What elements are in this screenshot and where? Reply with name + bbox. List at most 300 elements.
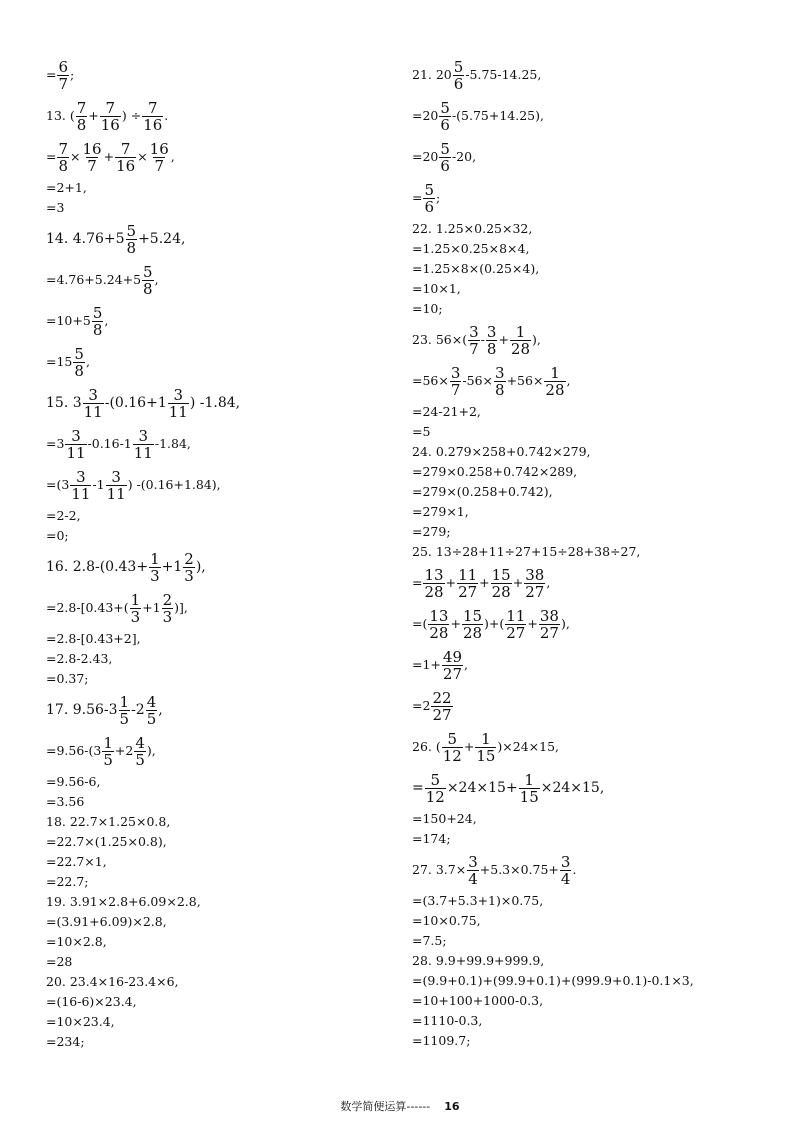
fraction-numerator: 1 bbox=[515, 322, 526, 341]
fraction bbox=[142, 100, 163, 133]
fraction-denominator: 7 bbox=[154, 156, 164, 175]
expression-text: . bbox=[572, 862, 577, 877]
fraction-denominator: 16 bbox=[116, 156, 136, 175]
fraction bbox=[462, 608, 483, 641]
expression-text: =3 bbox=[46, 200, 65, 215]
expression-text: =5 bbox=[412, 424, 431, 439]
math-line bbox=[412, 522, 787, 542]
expression-text: =2.8-[0.43+( bbox=[46, 600, 129, 615]
expression-text: =20 bbox=[412, 108, 439, 123]
math-line bbox=[412, 422, 787, 442]
expression-text: -1 bbox=[92, 477, 105, 492]
fraction-numerator: 11 bbox=[506, 606, 526, 625]
fraction-numerator: 1 bbox=[130, 590, 141, 609]
fraction bbox=[439, 141, 451, 174]
fraction-numerator: 7 bbox=[120, 139, 131, 158]
math-line bbox=[46, 424, 386, 464]
fraction bbox=[73, 346, 85, 379]
expression-text: +2 bbox=[114, 743, 134, 758]
expression-text: =279×(0.258+0.742), bbox=[412, 484, 553, 499]
fraction bbox=[146, 694, 158, 727]
fraction-denominator: 27 bbox=[458, 582, 478, 601]
math-line bbox=[46, 872, 386, 892]
math-line bbox=[46, 649, 386, 669]
fraction-numerator: 5 bbox=[440, 139, 450, 158]
expression-text: + bbox=[479, 575, 490, 590]
expression-text: =1109.7; bbox=[412, 1033, 471, 1048]
page-footer bbox=[0, 1098, 800, 1114]
fraction-numerator: 5 bbox=[453, 57, 464, 76]
fraction-numerator: 7 bbox=[105, 98, 116, 117]
expression-text: 23. 56×( bbox=[412, 332, 468, 347]
fraction-numerator: 3 bbox=[486, 322, 497, 341]
fraction-denominator: 27 bbox=[442, 664, 462, 683]
fraction bbox=[92, 305, 104, 338]
fraction-numerator: 5 bbox=[74, 344, 84, 363]
fraction-numerator: 4 bbox=[146, 692, 157, 711]
fraction-denominator: 8 bbox=[486, 339, 497, 358]
math-line bbox=[46, 952, 386, 972]
fraction-numerator: 3 bbox=[111, 467, 121, 486]
fraction bbox=[442, 731, 463, 764]
expression-text: 24. 0.279×258+0.742×279, bbox=[412, 444, 591, 459]
math-line bbox=[46, 972, 386, 992]
math-line bbox=[46, 912, 386, 932]
math-line bbox=[46, 219, 386, 259]
math-line bbox=[46, 55, 386, 95]
math-line bbox=[46, 260, 386, 300]
math-line bbox=[412, 482, 787, 502]
expression-text: -(5.75+14.25), bbox=[451, 108, 544, 123]
math-line bbox=[46, 137, 386, 177]
expression-text: 25. 13÷28+11÷27+15÷28+38÷27, bbox=[412, 544, 641, 559]
math-line bbox=[46, 852, 386, 872]
expression-text: =10; bbox=[412, 301, 443, 316]
math-line bbox=[412, 1011, 787, 1031]
fraction bbox=[423, 567, 444, 600]
fraction-denominator: 8 bbox=[76, 115, 87, 134]
fraction-numerator: 1 bbox=[481, 729, 491, 748]
expression-text: 18. 22.7×1.25×0.8, bbox=[46, 814, 171, 829]
expression-text: =150+24, bbox=[412, 811, 477, 826]
fraction-denominator: 12 bbox=[425, 787, 445, 806]
fraction bbox=[82, 141, 103, 174]
fraction bbox=[539, 608, 560, 641]
fraction bbox=[70, 469, 91, 502]
math-line bbox=[46, 992, 386, 1012]
math-line bbox=[46, 731, 386, 771]
fraction-denominator: 8 bbox=[92, 320, 103, 339]
expression-text: =28 bbox=[46, 954, 73, 969]
expression-text: =2.8-2.43, bbox=[46, 651, 113, 666]
expression-text: ), bbox=[560, 616, 570, 631]
expression-text: + bbox=[512, 575, 524, 590]
fraction bbox=[475, 731, 496, 764]
expression-text: =10+100+1000-0.3, bbox=[412, 993, 544, 1008]
fraction bbox=[519, 772, 540, 805]
expression-text: ) -1.84, bbox=[189, 395, 241, 411]
fraction bbox=[102, 735, 114, 768]
fraction-numerator: 3 bbox=[71, 426, 81, 445]
expression-text: + bbox=[103, 149, 115, 164]
math-line bbox=[412, 320, 787, 360]
math-line bbox=[412, 604, 787, 644]
expression-text: =9.56-(3 bbox=[46, 743, 102, 758]
expression-text: =2.8-[0.43+2], bbox=[46, 631, 141, 646]
fraction bbox=[162, 592, 174, 625]
expression-text: = bbox=[412, 780, 424, 796]
math-line bbox=[46, 465, 386, 505]
fraction-numerator: 15 bbox=[462, 606, 483, 625]
expression-text: =2+1, bbox=[46, 180, 87, 195]
expression-text: 21. 20 bbox=[412, 67, 452, 82]
fraction-numerator: 22 bbox=[432, 688, 452, 707]
expression-text: ) ÷ bbox=[121, 108, 142, 123]
expression-text: × bbox=[137, 149, 148, 164]
footer-title: 数学简便运算------ bbox=[340, 1100, 431, 1113]
fraction-numerator: 13 bbox=[429, 606, 449, 625]
fraction bbox=[126, 223, 138, 256]
fraction bbox=[510, 324, 531, 357]
fraction bbox=[494, 365, 506, 398]
expression-text: + bbox=[527, 616, 538, 631]
fraction-denominator: 27 bbox=[539, 623, 559, 642]
expression-text: =20 bbox=[412, 149, 439, 164]
fraction-numerator: 3 bbox=[469, 322, 479, 341]
fraction-denominator: 28 bbox=[491, 582, 511, 601]
math-line bbox=[46, 812, 386, 832]
fraction-denominator: 3 bbox=[184, 566, 194, 585]
math-line bbox=[46, 301, 386, 341]
expression-text: =10×23.4, bbox=[46, 1014, 115, 1029]
fraction-numerator: 1 bbox=[119, 692, 130, 711]
fraction bbox=[428, 608, 449, 641]
expression-text: )], bbox=[174, 600, 188, 615]
expression-text: 13. ( bbox=[46, 108, 75, 123]
fraction-denominator: 7 bbox=[87, 156, 97, 175]
fraction bbox=[457, 567, 478, 600]
fraction bbox=[544, 365, 565, 398]
expression-text: , bbox=[85, 354, 90, 369]
expression-text: =(3.7+5.3+1)×0.75, bbox=[412, 893, 544, 908]
fraction bbox=[106, 469, 127, 502]
math-line bbox=[46, 792, 386, 812]
expression-text: + bbox=[88, 108, 99, 123]
expression-text: =279; bbox=[412, 524, 451, 539]
expression-text: , bbox=[104, 313, 109, 328]
fraction bbox=[168, 387, 189, 420]
fraction bbox=[505, 608, 526, 641]
fraction-numerator: 1 bbox=[550, 363, 560, 382]
math-line bbox=[412, 219, 787, 239]
expression-text: +1 bbox=[161, 559, 183, 575]
fraction-numerator: 49 bbox=[442, 647, 462, 666]
fraction-denominator: 7 bbox=[450, 380, 461, 399]
fraction-denominator: 28 bbox=[462, 623, 483, 642]
fraction-denominator: 5 bbox=[119, 709, 130, 728]
math-line bbox=[412, 829, 787, 849]
expression-text: + bbox=[445, 575, 457, 590]
fraction-denominator: 11 bbox=[71, 484, 91, 503]
math-line bbox=[412, 361, 787, 401]
fraction-denominator: 28 bbox=[429, 623, 449, 642]
fraction-denominator: 8 bbox=[143, 279, 153, 298]
fraction-numerator: 5 bbox=[126, 221, 137, 240]
fraction bbox=[149, 141, 170, 174]
expression-text: 19. 3.91×2.8+6.09×2.8, bbox=[46, 894, 201, 909]
expression-text: = bbox=[412, 190, 423, 205]
math-line bbox=[412, 645, 787, 685]
right-column bbox=[412, 54, 787, 1051]
expression-text: + bbox=[498, 332, 509, 347]
fraction-numerator: 3 bbox=[560, 852, 571, 871]
expression-text: , bbox=[546, 575, 551, 590]
expression-text: ), bbox=[532, 332, 541, 347]
expression-text: =(3 bbox=[46, 477, 70, 492]
fraction-denominator: 11 bbox=[168, 402, 188, 421]
fraction-denominator: 8 bbox=[74, 361, 84, 380]
expression-text: , bbox=[464, 657, 468, 672]
expression-text: =(3.91+6.09)×2.8, bbox=[46, 914, 167, 929]
expression-text: . bbox=[164, 108, 169, 123]
expression-text: -5.75-14.25, bbox=[465, 67, 542, 82]
math-line bbox=[412, 891, 787, 911]
fraction bbox=[76, 100, 88, 133]
expression-text: ; bbox=[70, 67, 75, 82]
expression-text: =22.7; bbox=[46, 874, 89, 889]
math-line bbox=[412, 542, 787, 562]
fraction bbox=[134, 735, 146, 768]
fraction bbox=[442, 649, 463, 682]
expression-text: )×24×15, bbox=[497, 739, 560, 754]
fraction bbox=[57, 59, 69, 92]
expression-text: =174; bbox=[412, 831, 451, 846]
fraction-denominator: 6 bbox=[440, 115, 450, 134]
math-line bbox=[46, 342, 386, 382]
expression-text: 15. 3 bbox=[46, 395, 82, 411]
fraction bbox=[486, 324, 498, 357]
expression-text: =1+ bbox=[412, 657, 441, 672]
expression-text: ×24×15+ bbox=[446, 780, 518, 796]
expression-text: -1.84, bbox=[154, 436, 191, 451]
fraction bbox=[57, 141, 69, 174]
expression-text: + bbox=[450, 616, 461, 631]
expression-text: , bbox=[154, 272, 159, 287]
fraction bbox=[83, 387, 104, 420]
math-line bbox=[412, 1031, 787, 1051]
expression-text: ) -(0.16+1.84), bbox=[127, 477, 221, 492]
fraction-denominator: 11 bbox=[133, 443, 153, 462]
expression-text: =4.76+5.24+5 bbox=[46, 272, 142, 287]
expression-text: =0.37; bbox=[46, 671, 89, 686]
expression-text: =1.25×8×(0.25×4), bbox=[412, 261, 540, 276]
fraction-denominator: 11 bbox=[66, 443, 86, 462]
expression-text: +5.24, bbox=[138, 231, 186, 247]
expression-text: =9.56-6, bbox=[46, 774, 101, 789]
expression-text: =10×0.75, bbox=[412, 913, 481, 928]
math-line bbox=[412, 299, 787, 319]
fraction bbox=[130, 592, 142, 625]
fraction bbox=[149, 551, 161, 584]
fraction bbox=[431, 690, 452, 723]
fraction-numerator: 3 bbox=[76, 467, 86, 486]
fraction-numerator: 2 bbox=[184, 549, 194, 568]
fraction-numerator: 1 bbox=[103, 733, 113, 752]
fraction bbox=[468, 324, 480, 357]
fraction-denominator: 6 bbox=[453, 74, 464, 93]
expression-text: =10×1, bbox=[412, 281, 461, 296]
fraction-numerator: 1 bbox=[150, 549, 160, 568]
math-line bbox=[412, 55, 787, 95]
math-line bbox=[46, 772, 386, 792]
math-line bbox=[412, 991, 787, 1011]
math-line bbox=[46, 932, 386, 952]
expression-text: +56× bbox=[506, 373, 544, 388]
fraction-numerator: 16 bbox=[82, 139, 102, 158]
expression-text: =0; bbox=[46, 528, 69, 543]
expression-text: , bbox=[566, 373, 571, 388]
math-line bbox=[412, 279, 787, 299]
expression-text: - bbox=[480, 332, 485, 347]
math-line bbox=[412, 402, 787, 422]
page-number: 16 bbox=[444, 1100, 460, 1113]
expression-text: =56× bbox=[412, 373, 449, 388]
fraction bbox=[100, 100, 121, 133]
fraction-numerator: 3 bbox=[495, 363, 505, 382]
expression-text: = bbox=[46, 149, 57, 164]
math-line bbox=[46, 1012, 386, 1032]
fraction bbox=[453, 59, 465, 92]
fraction-denominator: 3 bbox=[150, 566, 160, 585]
expression-text: -0.16-1 bbox=[87, 436, 132, 451]
fraction-denominator: 11 bbox=[106, 484, 126, 503]
math-line bbox=[46, 892, 386, 912]
math-line bbox=[412, 137, 787, 177]
fraction-numerator: 7 bbox=[147, 98, 158, 117]
math-line bbox=[412, 178, 787, 218]
expression-text: 16. 2.8-(0.43+ bbox=[46, 559, 149, 575]
math-line bbox=[46, 96, 386, 136]
fraction-numerator: 38 bbox=[525, 565, 545, 584]
math-line bbox=[412, 239, 787, 259]
math-line bbox=[46, 526, 386, 546]
expression-text: )+( bbox=[484, 616, 505, 631]
fraction-numerator: 3 bbox=[138, 426, 149, 445]
expression-text: =(16-6)×23.4, bbox=[46, 994, 137, 1009]
math-line bbox=[412, 931, 787, 951]
math-line bbox=[46, 832, 386, 852]
fraction-denominator: 11 bbox=[83, 402, 103, 421]
expression-text: +1 bbox=[142, 600, 161, 615]
fraction-denominator: 28 bbox=[424, 582, 444, 601]
math-line bbox=[46, 629, 386, 649]
fraction-denominator: 5 bbox=[146, 709, 157, 728]
fraction bbox=[183, 551, 195, 584]
fraction-numerator: 11 bbox=[458, 565, 478, 584]
math-line bbox=[412, 971, 787, 991]
fraction-denominator: 15 bbox=[519, 787, 539, 806]
fraction-denominator: 16 bbox=[143, 115, 163, 134]
fraction-numerator: 16 bbox=[149, 139, 169, 158]
fraction-denominator: 7 bbox=[58, 74, 69, 93]
expression-text: -56× bbox=[462, 373, 494, 388]
math-line bbox=[46, 198, 386, 218]
fraction-numerator: 7 bbox=[76, 98, 87, 117]
fraction-numerator: 2 bbox=[162, 590, 173, 609]
math-line bbox=[46, 690, 386, 730]
fraction-numerator: 3 bbox=[450, 363, 461, 382]
fraction bbox=[423, 182, 435, 215]
math-line bbox=[412, 951, 787, 971]
fraction-numerator: 3 bbox=[173, 385, 184, 404]
fraction-numerator: 1 bbox=[524, 770, 534, 789]
fraction bbox=[119, 694, 131, 727]
fraction-denominator: 16 bbox=[100, 115, 120, 134]
expression-text: 22. 1.25×0.25×32, bbox=[412, 221, 533, 236]
expression-text: =3 bbox=[46, 436, 65, 451]
fraction-denominator: 27 bbox=[525, 582, 545, 601]
expression-text: =279×0.258+0.742×289, bbox=[412, 464, 578, 479]
math-line bbox=[46, 506, 386, 526]
expression-text: ), bbox=[195, 559, 206, 575]
expression-text: 14. 4.76+5 bbox=[46, 231, 125, 247]
expression-text: =24-21+2, bbox=[412, 404, 481, 419]
expression-text: =10×2.8, bbox=[46, 934, 107, 949]
fraction-numerator: 5 bbox=[447, 729, 458, 748]
expression-text: 26. ( bbox=[412, 739, 441, 754]
math-line bbox=[412, 502, 787, 522]
fraction-denominator: 5 bbox=[135, 750, 145, 769]
fraction-denominator: 4 bbox=[560, 869, 571, 888]
fraction-denominator: 3 bbox=[162, 607, 173, 626]
expression-text: =279×1, bbox=[412, 504, 469, 519]
math-line bbox=[412, 259, 787, 279]
fraction-numerator: 4 bbox=[135, 733, 145, 752]
expression-text: =3.56 bbox=[46, 794, 85, 809]
expression-text: 27. 3.7× bbox=[412, 862, 467, 877]
math-line bbox=[46, 383, 386, 423]
fraction-numerator: 3 bbox=[468, 852, 478, 871]
expression-text: ×24×15, bbox=[540, 780, 605, 796]
expression-text: = bbox=[412, 575, 423, 590]
expression-text: , bbox=[158, 702, 163, 718]
fraction bbox=[439, 100, 451, 133]
fraction bbox=[142, 264, 154, 297]
fraction-denominator: 15 bbox=[476, 746, 496, 765]
fraction-numerator: 38 bbox=[539, 606, 559, 625]
fraction-denominator: 3 bbox=[130, 607, 141, 626]
fraction-numerator: 15 bbox=[491, 565, 511, 584]
math-line bbox=[412, 911, 787, 931]
fraction-denominator: 28 bbox=[510, 339, 531, 358]
expression-text: -(0.16+1 bbox=[104, 395, 167, 411]
math-line bbox=[46, 588, 386, 628]
math-line bbox=[412, 563, 787, 603]
expression-text: =( bbox=[412, 616, 428, 631]
expression-text: 28. 9.9+99.9+999.9, bbox=[412, 953, 545, 968]
fraction-numerator: 5 bbox=[424, 180, 435, 199]
math-line bbox=[46, 669, 386, 689]
expression-text: =22.7×1, bbox=[46, 854, 107, 869]
math-line bbox=[412, 96, 787, 136]
math-line bbox=[46, 1032, 386, 1052]
expression-text: × bbox=[70, 149, 81, 164]
fraction-denominator: 27 bbox=[432, 705, 452, 724]
fraction-numerator: 5 bbox=[430, 770, 441, 789]
expression-text: -20, bbox=[451, 149, 477, 164]
fraction-denominator: 8 bbox=[58, 156, 69, 175]
fraction-denominator: 7 bbox=[469, 339, 479, 358]
